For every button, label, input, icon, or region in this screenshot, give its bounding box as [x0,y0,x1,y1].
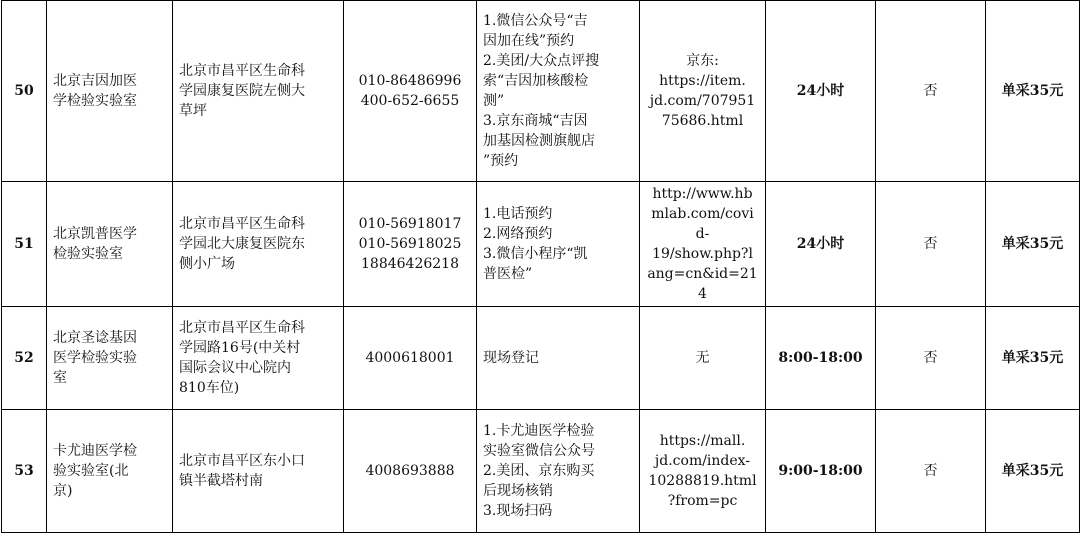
lab-name: 卡尤迪医学检 验实验室(北 京) [47,410,173,533]
price: 单采35元 [986,182,1080,307]
lab-address: 北京市昌平区东小口 镇半截塔村南 [173,410,344,533]
booking-method: 1.微信公众号“吉 因加在线”预约 2.美团/大众点评搜 索“吉因加核酸检 测” 3.京东商城“吉因 加基因检测旗舰店 ”预约 [477,1,640,182]
flag-value: 否 [876,1,986,182]
lab-address: 北京市昌平区生命科 学园康复医院左侧大 草坪 [173,1,344,182]
service-hours: 9:00-18:00 [766,410,876,533]
row-number: 53 [2,410,47,533]
lab-address: 北京市昌平区生命科 学园北大康复医院东 侧小广场 [173,182,344,307]
booking-method: 现场登记 [477,307,640,410]
table-row [2,1,1080,182]
lab-name: 北京凯普医学 检验实验室 [47,182,173,307]
table-row [2,307,1080,410]
table-row [2,410,1080,533]
row-number: 52 [2,307,47,410]
booking-link: 无 [640,307,766,410]
lab-phone: 4008693888 [344,410,477,533]
service-hours: 24小时 [766,1,876,182]
lab-name: 北京吉因加医 学检验实验室 [47,1,173,182]
booking-link[interactable]: http://www.hb mlab.com/covi d- 19/show.php?l ang=cn&id=214 [640,182,766,307]
price: 单采35元 [986,1,1080,182]
flag-value: 否 [876,410,986,533]
lab-phone: 010-86486996 400-652-6655 [344,1,477,182]
row-number: 51 [2,182,47,307]
flag-value: 否 [876,182,986,307]
table-body [2,1,1080,533]
lab-name: 北京圣谂基因 医学检验实验 室 [47,307,173,410]
booking-link[interactable]: https://mall. jd.com/index- 10288819.html ?from=pc [640,410,766,533]
flag-value: 否 [876,307,986,410]
price: 单采35元 [986,307,1080,410]
row-number: 50 [2,1,47,182]
testing-sites-table [1,0,1080,533]
lab-phone: 010-56918017 010-56918025 18846426218 [344,182,477,307]
booking-method: 1.卡尤迪医学检验 实验室微信公众号 2.美团、京东购买 后现场核销 3.现场扫码 [477,410,640,533]
lab-phone: 4000618001 [344,307,477,410]
price: 单采35元 [986,410,1080,533]
table-row [2,182,1080,307]
service-hours: 8:00-18:00 [766,307,876,410]
service-hours: 24小时 [766,182,876,307]
lab-address: 北京市昌平区生命科 学园路16号(中关村 国际会议中心院内 810车位) [173,307,344,410]
booking-link[interactable]: 京东: https://item. jd.com/707951 75686.html [640,1,766,182]
booking-method: 1.电话预约 2.网络预约 3.微信小程序“凯 普医检” [477,182,640,307]
